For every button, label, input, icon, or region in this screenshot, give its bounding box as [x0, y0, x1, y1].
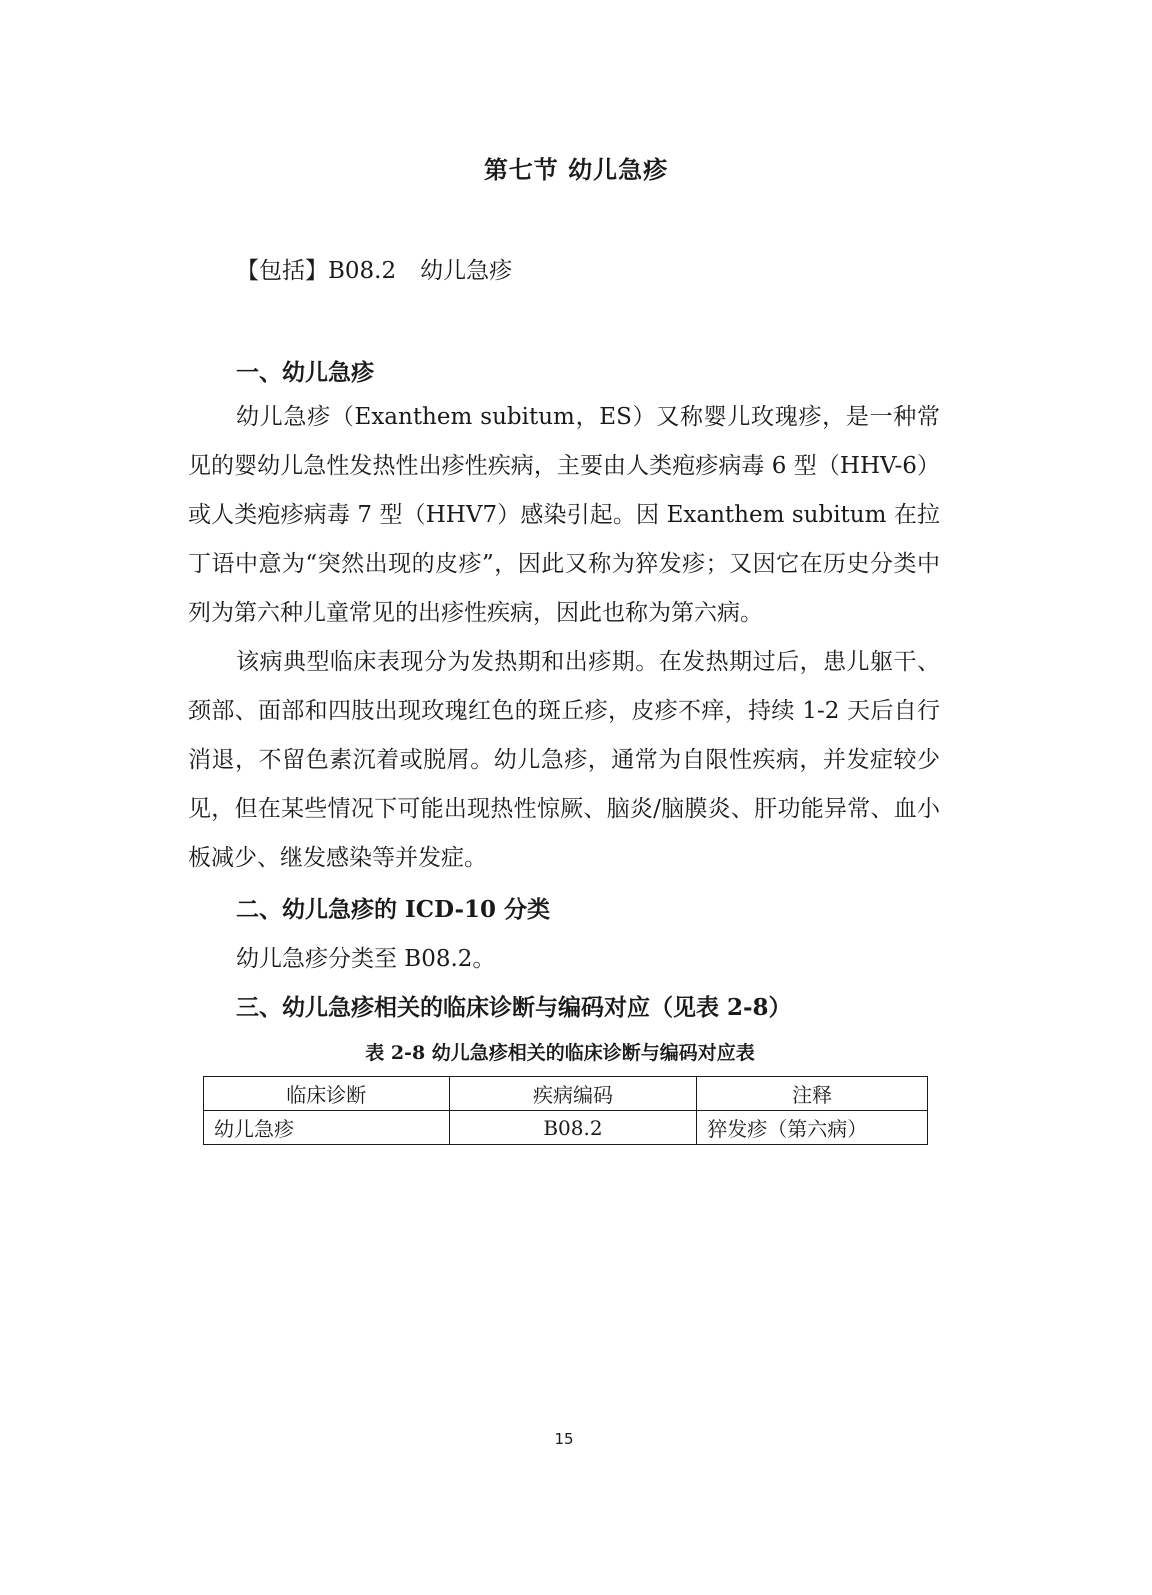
table-caption: 表 2-8 幼儿急疹相关的临床诊断与编码对应表: [365, 1042, 755, 1064]
cell-code: B08.2: [449, 1111, 697, 1145]
cell-diagnosis: 幼儿急疹: [204, 1111, 450, 1145]
header-code: 疾病编码: [449, 1077, 697, 1111]
header-diagnosis: 临床诊断: [204, 1077, 450, 1111]
include-prefix: 【包括】B08.2: [236, 258, 397, 284]
section-title: 第七节 幼儿急疹: [483, 155, 669, 184]
page-number: 15: [554, 1430, 574, 1448]
diagnosis-code-table: [203, 1076, 928, 1145]
table-row: [204, 1111, 928, 1145]
include-term: 幼儿急疹: [420, 258, 513, 284]
include-line: [236, 252, 512, 285]
paragraph-clinical: 该病典型临床表现分为发热期和出疹期。在发热期过后，患儿躯干、颈部、面部和四肢出现玫瑰红色的斑丘疹，皮疹不痒，持续 1-2 天后自行消退，不留色素沉着或脱屑。幼儿急疹，通常为自限性疾病，并发症较少见，但在某些情况下可能出现热性惊厥、脑炎/脑膜炎、肝功能异常、血小板减少、继发感染等并发症。: [188, 649, 940, 871]
heading-1: 一、幼儿急疹: [236, 359, 374, 386]
header-note: 注释: [697, 1077, 928, 1111]
heading-2: 二、幼儿急疹的 ICD-10 分类: [236, 896, 551, 923]
cell-note: 猝发疹（第六病）: [697, 1111, 928, 1145]
table-header-row: [204, 1077, 928, 1111]
heading-3: 三、幼儿急疹相关的临床诊断与编码对应（见表 2-8）: [236, 994, 792, 1021]
paragraph-classification: 幼儿急疹分类至 B08.2。: [236, 946, 496, 972]
paragraph-definition: 幼儿急疹（Exanthem subitum，ES）又称婴儿玫瑰疹，是一种常见的婴幼儿急性发热性出疹性疾病，主要由人类疱疹病毒 6 型（HHV-6）或人类疱疹病毒 7 型（HHV7）感染引起。因 Exanthem subitum 在拉丁语中意为“突然出现的皮疹”，因此又称为猝发疹；又因它在历史分类中列为第六种儿童常见的出疹性疾病，因此也称为第六病。: [188, 404, 940, 626]
